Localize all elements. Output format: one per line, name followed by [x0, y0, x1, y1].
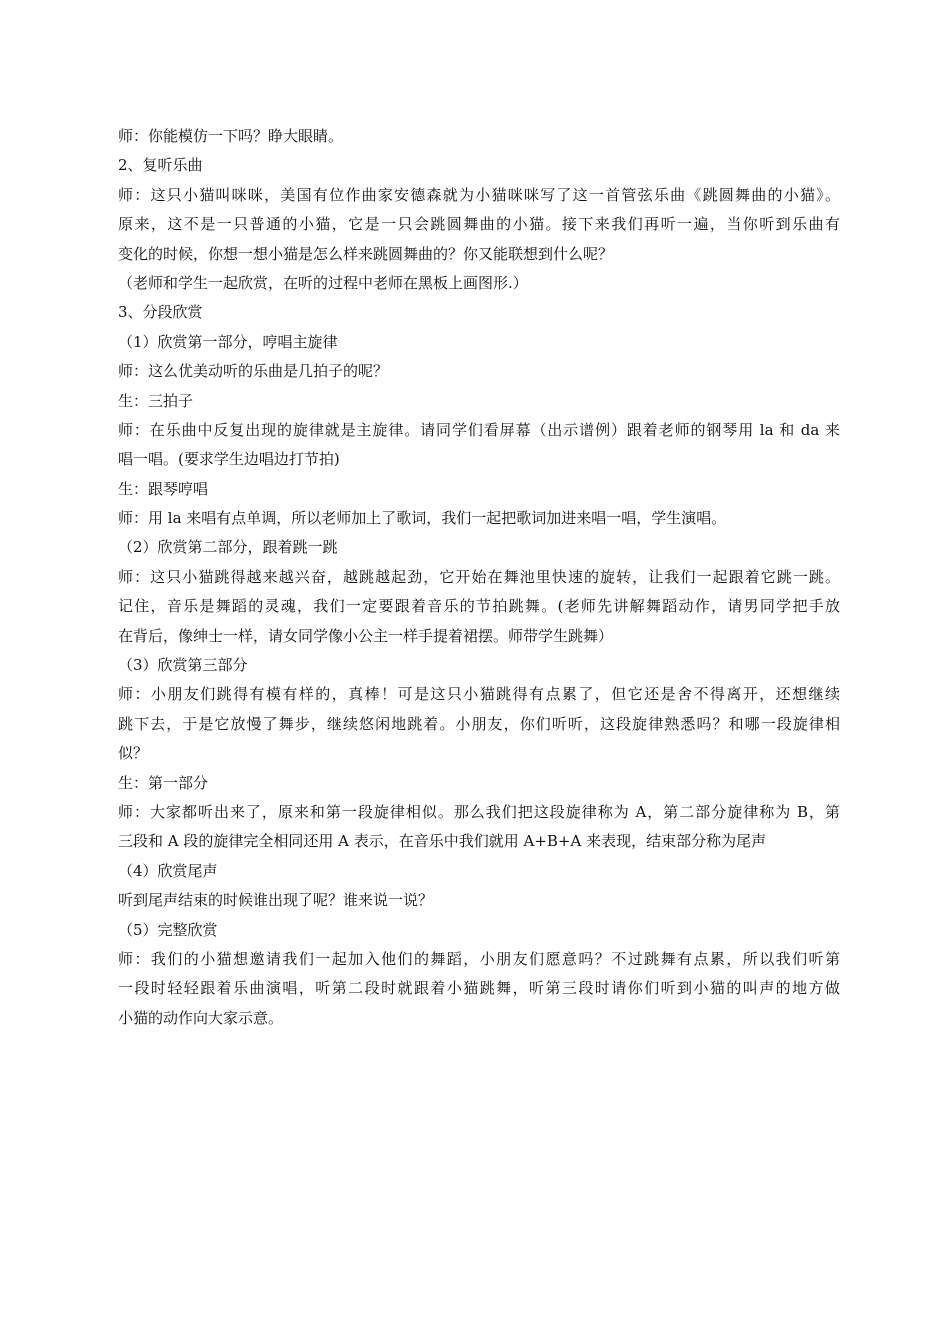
subsection-heading: （4）欣赏尾声 [118, 861, 218, 880]
text-line: 师：这么优美动听的乐曲是几拍子的呢？ [118, 362, 389, 381]
text-line: 师：大家都听出来了，原来和第一段旋律相似。那么我们把这段旋律称为 A，第二部分旋律称为 B，第 [118, 802, 840, 821]
text-line: 师：你能模仿一下吗？睁大眼睛。 [118, 127, 344, 145]
subsection-heading: （3）欣赏第三部分 [118, 656, 248, 675]
text-line: 似？ [118, 744, 149, 763]
section-heading: 3、分段欣赏 [118, 303, 203, 322]
text-line: 跳下去，于是它放慢了舞步，继续悠闲地跳着。小朋友，你们听听，这段旋律熟悉吗？和哪一段旋律相 [118, 714, 840, 733]
document-body [118, 122, 840, 1033]
text-line: 在背后，像绅士一样，请女同学像小公主一样手提着裙摆。师带学生跳舞） [118, 626, 614, 645]
text-line: 师：在乐曲中反复出现的旋律就是主旋律。请同学们看屏幕（出示谱例）跟着老师的钢琴用 la 和 da 来 [118, 420, 840, 439]
text-line: 生：第一部分 [118, 773, 209, 792]
subsection-heading: （2）欣赏第二部分，跟着跳一跳 [118, 538, 338, 557]
text-line: 师：我们的小猫想邀请我们一起加入他们的舞蹈，小朋友们愿意吗？不过跳舞有点累，所以我们听第 [118, 949, 840, 968]
text-line: 听到尾声结束的时候谁出现了呢？谁来说一说？ [118, 891, 434, 910]
text-line: 师：用 la 来唱有点单调，所以老师加上了歌词，我们一起把歌词加进来唱一唱，学生演唱。 [118, 509, 727, 528]
text-line: （老师和学生一起欣赏，在听的过程中老师在黑板上画图形.） [118, 273, 528, 292]
text-line: 师：小朋友们跳得有模有样的，真棒！可是这只小猫跳得有点累了，但它还是舍不得离开，还想继续 [118, 685, 840, 704]
text-line: 师：这只小猫叫咪咪，美国有位作曲家安德森就为小猫咪咪写了这一首管弦乐曲《跳圆舞曲的小猫》。 [118, 185, 840, 204]
text-line: 生：三拍子 [118, 391, 194, 410]
text-line: 原来，这不是一只普通的小猫，它是一只会跳圆舞曲的小猫。接下来我们再听一遍，当你听到乐曲有 [118, 215, 840, 234]
section-heading: 2、复听乐曲 [118, 156, 203, 175]
text-line: 生：跟琴哼唱 [118, 479, 209, 498]
subsection-heading: （5）完整欣赏 [118, 920, 218, 939]
text-line: 师：这只小猫跳得越来越兴奋，越跳越起劲，它开始在舞池里快速的旋转，让我们一起跟着它跳一跳。 [118, 567, 840, 586]
text-line: 变化的时候，你想一想小猫是怎么样来跳圆舞曲的？你又能联想到什么呢？ [118, 244, 614, 263]
text-line: 唱一唱。(要求学生边唱边打节拍) [118, 450, 340, 469]
text-line: 三段和 A 段的旋律完全相同还用 A 表示，在音乐中我们就用 A+B+A 来表现，结束部分称为尾声 [118, 832, 767, 851]
text-line: 小猫的动作向大家示意。 [118, 1008, 284, 1027]
text-line: 记住，音乐是舞蹈的灵魂，我们一定要跟着音乐的节拍跳舞。(老师先讲解舞蹈动作，请男同学把手放 [118, 597, 840, 616]
subsection-heading: （1）欣赏第一部分，哼唱主旋律 [118, 332, 338, 351]
text-line: 一段时轻轻跟着乐曲演唱，听第二段时就跟着小猫跳舞，听第三段时请你们听到小猫的叫声的地方做 [118, 979, 840, 998]
